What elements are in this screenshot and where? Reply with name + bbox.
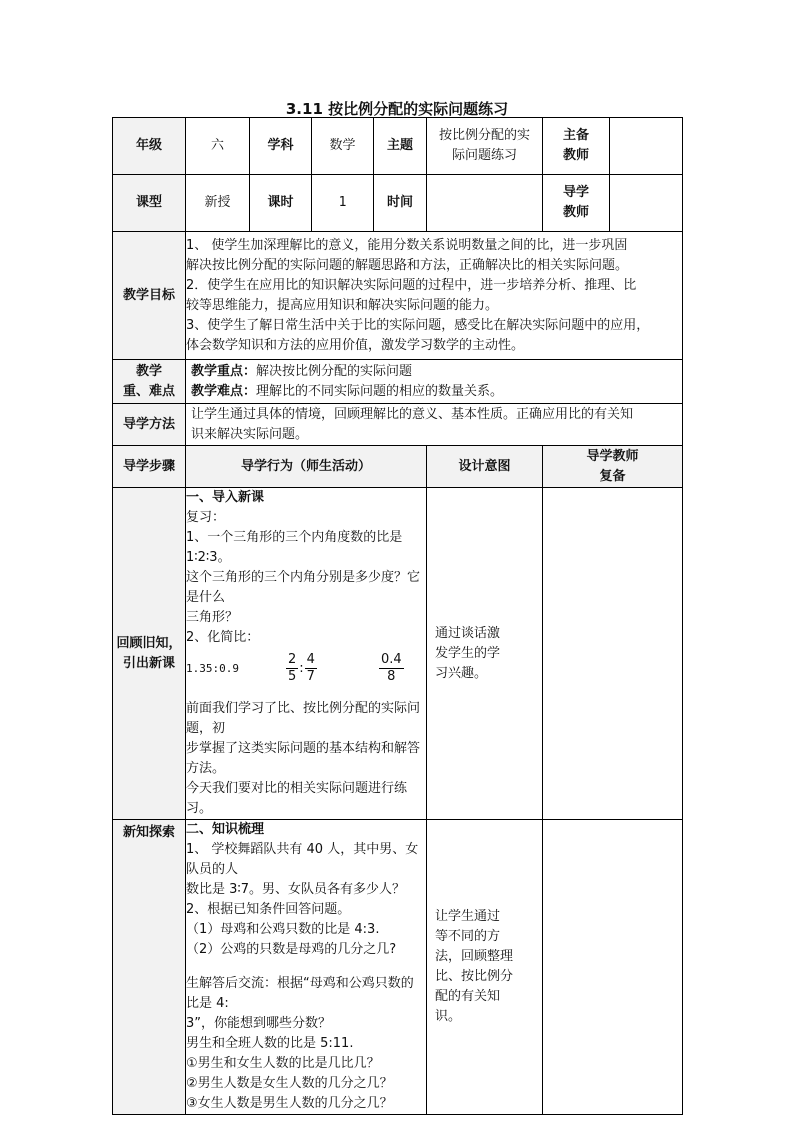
ratio-decimal: 1.35:0.9: [186, 661, 239, 675]
sub-question: ①男生和女生人数的比是几比几？: [186, 1056, 380, 1071]
intent-line: 让学生通过: [435, 909, 501, 924]
section1-label-line: 引出新课: [122, 655, 175, 671]
intro-line: 今天我们要对比的相关实际问题进行练习。: [186, 781, 408, 816]
col-header-intent: 设计意图: [427, 446, 543, 488]
grade-label: 年级: [113, 118, 186, 175]
difficulty-line: [191, 382, 677, 402]
discussion-line: 3”，你能想到哪些分数？: [186, 1016, 332, 1031]
section1-label: [113, 488, 186, 820]
method-text: [186, 404, 683, 446]
question-line: 1、一个三角形的三个内角度数的比是 1∶2∶3。: [186, 530, 403, 565]
col-header-review: [543, 446, 683, 488]
review-label: 复习：: [186, 510, 226, 525]
question-line: 三角形？: [186, 610, 239, 625]
problem-line: 2、根据已知条件回答问题。: [186, 902, 351, 917]
objectives-text: [186, 232, 683, 360]
document-title: 3.11 按比例分配的实际问题练习: [285, 100, 509, 118]
type-label: 课型: [113, 175, 186, 232]
method-label: 导学方法: [113, 404, 186, 446]
period-label: 课时: [250, 175, 312, 232]
lead-teacher-label-line: 教师: [563, 148, 590, 163]
section1-heading: 一、导入新课: [186, 490, 265, 505]
section2-content: [186, 820, 427, 1115]
fraction-numerator: 0.4: [380, 652, 402, 667]
objective-line: 1、 使学生加深理解比的意义，能用分数关系说明数量之间的比，进一步巩固: [186, 237, 628, 253]
intent-line: 识。: [435, 1009, 462, 1024]
key-points-label: [113, 360, 186, 404]
type-value: 新授: [186, 175, 250, 232]
intent-line: 比、按比例分: [435, 969, 514, 984]
intent-line: 习兴趣。: [435, 665, 488, 681]
guide-teacher-value: [610, 175, 683, 232]
section2-review-notes: [543, 820, 683, 1115]
problem-line: （2）公鸡的只数是母鸡的几分之几?: [186, 942, 397, 957]
topic-value: [427, 118, 543, 175]
objective-line: 解决按比例分配的实际问题的解题思路和方法，正确解决比的相关实际问题。: [186, 257, 629, 273]
objective-line: 体会数学知识和方法的应用价值，激发学习数学的主动性。: [186, 337, 525, 353]
intent-line: 配的有关知: [435, 989, 501, 1004]
intro-line: 前面我们学习了比、按比例分配的实际问题，初: [186, 701, 421, 736]
section2-intent: [427, 820, 543, 1115]
ratio-colon: :: [299, 660, 304, 676]
objective-line: 3、使学生了解日常生活中关于比的实际问题，感受比在解决实际问题中的应用，: [186, 317, 650, 333]
lead-teacher-value: [610, 118, 683, 175]
time-value: [427, 175, 543, 232]
fraction-denominator: 7: [306, 669, 315, 684]
method-line: 让学生通过具体的情境，回顾理解比的意义、基本性质。正确应用比的有关知: [191, 406, 634, 422]
lesson-plan-table: [112, 117, 683, 1115]
intent-line: 法，回顾整理: [435, 949, 514, 964]
period-value: 1: [312, 175, 374, 232]
subject-label: 学科: [250, 118, 312, 175]
fraction-numerator: 2: [288, 652, 297, 667]
topic-label: 主题: [374, 118, 427, 175]
difficulty-label: 教学难点：: [191, 383, 257, 399]
section1-label-line: 回顾旧知，: [116, 635, 182, 651]
section1-intent: [427, 488, 543, 820]
key-points-label-line: 重、难点: [122, 383, 175, 399]
subject-value: 数学: [312, 118, 374, 175]
problem-line: 数比是 3∶7。男、女队员各有多少人？: [186, 882, 406, 897]
objective-line: 2．使学生在应用比的知识解决实际问题的过程中，进一步培养分析、推理、比: [186, 277, 637, 293]
question-line: 2、化简比：: [186, 630, 260, 645]
topic-value-line: 际问题练习: [452, 148, 518, 163]
difficulty-text: 理解比的不同实际问题的相应的数量关系。: [256, 383, 504, 399]
fraction-c: [379, 652, 404, 685]
fraction-a: [286, 652, 298, 685]
section1-content: [186, 488, 427, 820]
focus-line: [191, 362, 677, 382]
sub-question: ②男生人数是女生人数的几分之几？: [186, 1076, 393, 1091]
col-header-steps: 导学步骤: [113, 446, 186, 488]
key-points-text: [186, 360, 683, 404]
fraction-denominator: 5: [288, 669, 297, 684]
objective-line: 较等思维能力，提高应用知识和解决实际问题的能力。: [186, 297, 499, 313]
guide-teacher-label-line: 教师: [563, 205, 590, 220]
topic-value-line: 按比例分配的实: [439, 128, 531, 143]
problem-line: （1）母鸡和公鸡只数的比是 4:3.: [186, 922, 380, 937]
focus-label: 教学重点：: [191, 363, 257, 379]
focus-text: 解决按比例分配的实际问题: [256, 363, 413, 379]
fraction-b: [305, 652, 317, 685]
grade-value: 六: [186, 118, 250, 175]
simplify-ratios: [186, 652, 426, 685]
question-line: 这个三角形的三个内角分别是多少度？它是什么: [186, 570, 421, 605]
method-line: 识来解决实际问题。: [191, 426, 309, 442]
lead-teacher-label-line: 主备: [563, 128, 590, 143]
key-points-label-line: 教学: [135, 363, 162, 379]
section2-heading: 二、知识梳理: [186, 822, 265, 837]
intent-line: 通过谈话激: [435, 625, 501, 641]
col-header-review-line: 导学教师: [586, 448, 639, 464]
intent-line: 等不同的方: [435, 929, 501, 944]
section1-review-notes: [543, 488, 683, 820]
discussion-line: 生解答后交流：根据“母鸡和公鸡只数的比是 4:: [186, 976, 414, 1011]
guide-teacher-label: [543, 175, 610, 232]
objectives-label: 教学目标: [113, 232, 186, 360]
lead-teacher-label: [543, 118, 610, 175]
intro-line: 步掌握了这类实际问题的基本结构和解答方法。: [186, 741, 421, 776]
problem-line: 1、 学校舞蹈队共有 40 人，其中男、女队员的人: [186, 842, 419, 877]
spacer: [186, 960, 426, 974]
fraction-numerator: 4: [306, 652, 315, 667]
col-header-review-line: 复备: [599, 468, 626, 484]
fraction-denominator: 8: [387, 669, 396, 684]
guide-teacher-label-line: 导学: [563, 185, 590, 200]
time-label: 时间: [374, 175, 427, 232]
intent-line: 发学生的学: [435, 645, 501, 661]
col-header-activities: 导学行为（师生活动）: [186, 446, 427, 488]
section2-label: 新知探索: [113, 820, 186, 1115]
sub-question: ③女生人数是男生人数的几分之几？: [186, 1096, 393, 1111]
discussion-line: 男生和全班人数的比是 5:11.: [186, 1036, 354, 1051]
